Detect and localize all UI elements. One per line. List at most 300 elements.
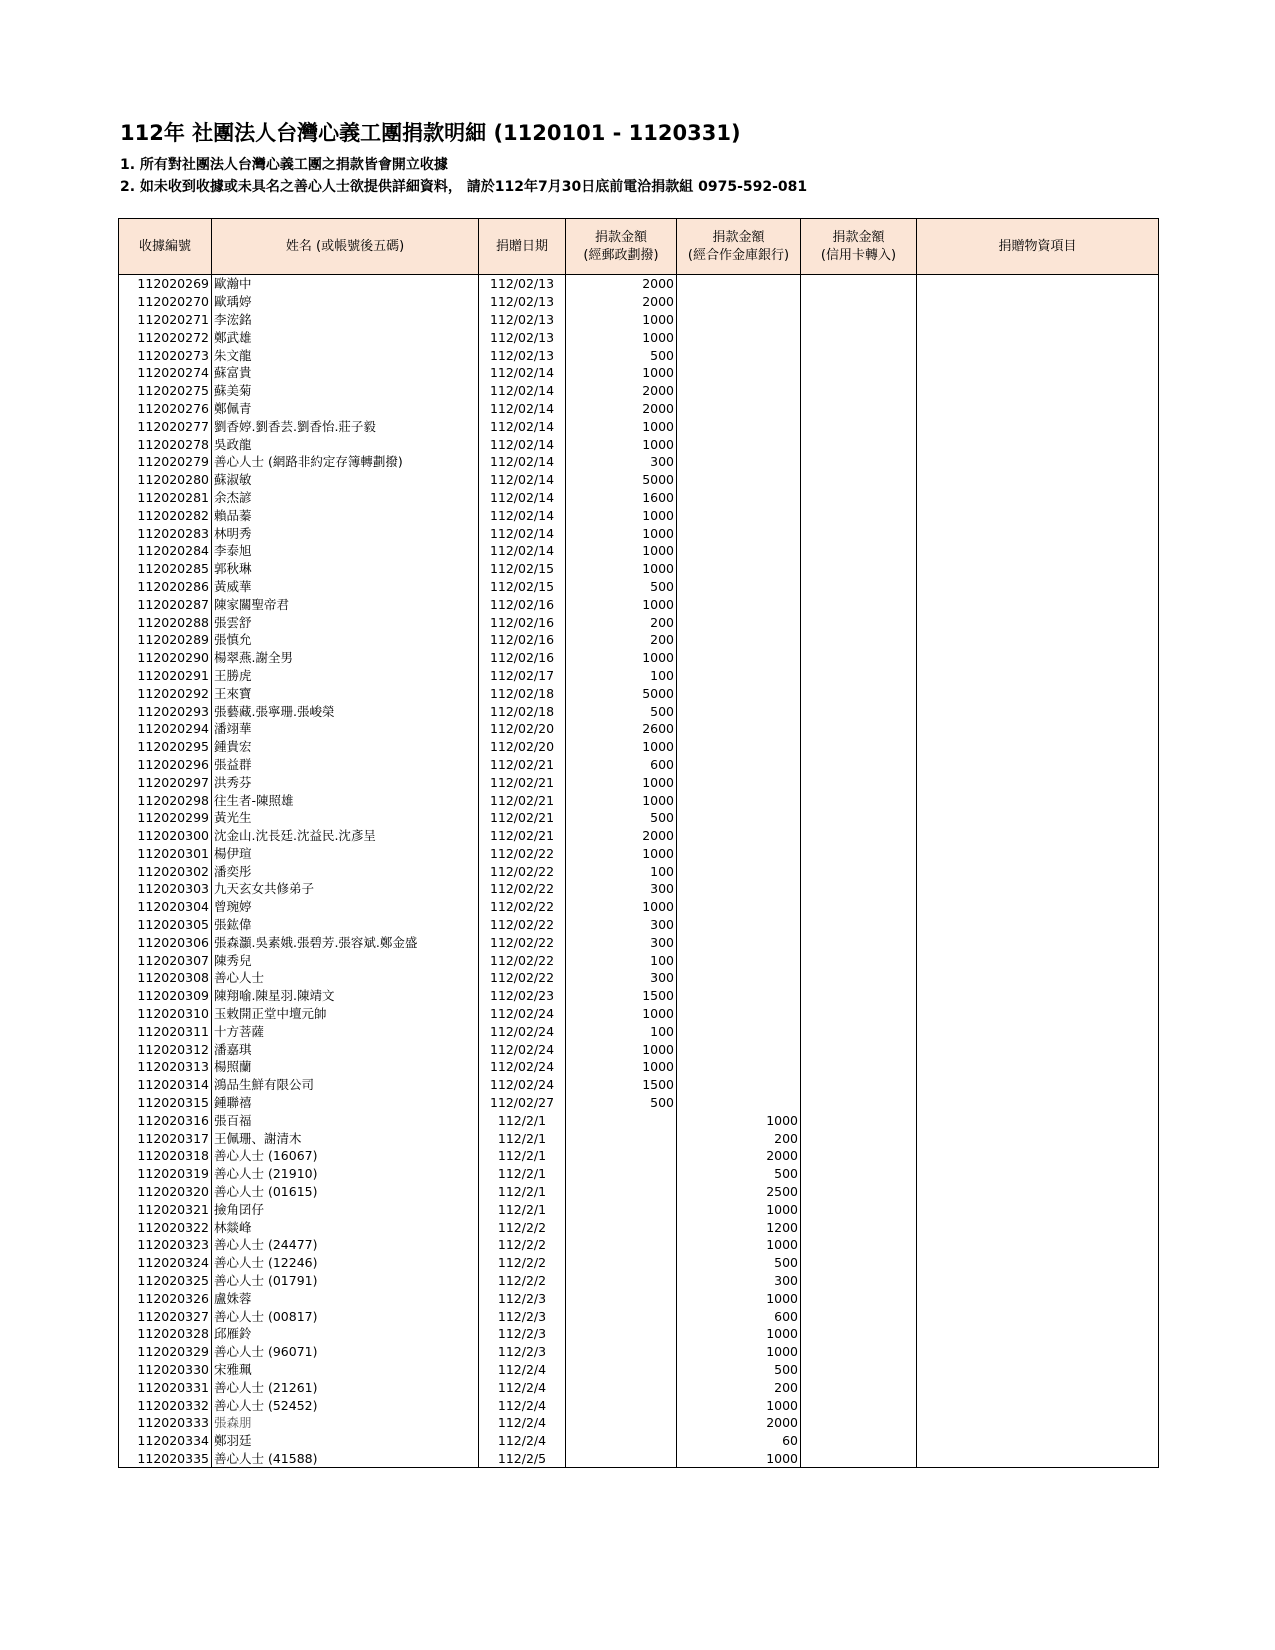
table-row — [119, 435, 1159, 453]
table-row — [119, 862, 1159, 880]
card-amount-cell — [801, 631, 917, 649]
card-amount-cell — [801, 1022, 917, 1040]
postal-amount-cell: 5000 — [566, 684, 677, 702]
card-amount-cell — [801, 1414, 917, 1432]
receipt-no-cell: 112020327 — [119, 1307, 212, 1325]
bank-amount-cell: 1000 — [677, 1325, 801, 1343]
donor-name-cell: 曾琬婷 — [212, 898, 479, 916]
table-body — [119, 275, 1159, 1468]
donor-name-cell: 歐瑀婷 — [212, 293, 479, 311]
postal-amount-cell: 500 — [566, 1094, 677, 1112]
donation-date-cell: 112/2/2 — [479, 1254, 566, 1272]
postal-amount-cell: 500 — [566, 578, 677, 596]
goods-cell — [917, 1094, 1159, 1112]
table-row — [119, 684, 1159, 702]
table-row — [119, 898, 1159, 916]
card-amount-cell — [801, 311, 917, 329]
card-amount-cell — [801, 862, 917, 880]
bank-amount-cell — [677, 684, 801, 702]
postal-amount-cell — [566, 1325, 677, 1343]
donor-name-cell: 張鈜偉 — [212, 916, 479, 934]
bank-amount-cell — [677, 346, 801, 364]
bank-amount-cell — [677, 1058, 801, 1076]
card-amount-cell — [801, 613, 917, 631]
postal-amount-cell: 100 — [566, 862, 677, 880]
donation-date-cell: 112/02/24 — [479, 1076, 566, 1094]
receipt-no-cell: 112020282 — [119, 506, 212, 524]
table-row — [119, 471, 1159, 489]
card-amount-cell — [801, 346, 917, 364]
header-bank-amount: 捐款金額 (經合作金庫銀行) — [677, 219, 801, 275]
postal-amount-cell — [566, 1200, 677, 1218]
donor-name-cell: 吳政龍 — [212, 435, 479, 453]
bank-amount-cell — [677, 1076, 801, 1094]
postal-amount-cell: 1000 — [566, 1040, 677, 1058]
donation-date-cell: 112/2/1 — [479, 1111, 566, 1129]
goods-cell — [917, 827, 1159, 845]
receipt-no-cell: 112020329 — [119, 1343, 212, 1361]
goods-cell — [917, 862, 1159, 880]
card-amount-cell — [801, 1325, 917, 1343]
bank-amount-cell — [677, 1040, 801, 1058]
bank-amount-cell: 2000 — [677, 1414, 801, 1432]
donation-date-cell: 112/2/4 — [479, 1396, 566, 1414]
table-row — [119, 1361, 1159, 1379]
bank-amount-cell — [677, 417, 801, 435]
table-row — [119, 827, 1159, 845]
donor-name-cell: 鄭羽廷 — [212, 1432, 479, 1450]
receipt-no-cell: 112020315 — [119, 1094, 212, 1112]
donor-name-cell: 余杰諺 — [212, 489, 479, 507]
donor-name-cell: 張森灝.吳素娥.張碧芳.張容斌.鄭金盛 — [212, 933, 479, 951]
card-amount-cell — [801, 382, 917, 400]
donation-date-cell: 112/02/15 — [479, 578, 566, 596]
goods-cell — [917, 382, 1159, 400]
card-amount-cell — [801, 1450, 917, 1468]
goods-cell — [917, 649, 1159, 667]
card-amount-cell — [801, 756, 917, 774]
donor-name-cell: 蘇淑敏 — [212, 471, 479, 489]
goods-cell — [917, 1414, 1159, 1432]
donor-name-cell: 林明秀 — [212, 524, 479, 542]
card-amount-cell — [801, 1058, 917, 1076]
table-row — [119, 1432, 1159, 1450]
table-row — [119, 667, 1159, 685]
postal-amount-cell: 2000 — [566, 827, 677, 845]
donation-date-cell: 112/02/22 — [479, 862, 566, 880]
bank-amount-cell — [677, 1022, 801, 1040]
bank-amount-cell — [677, 435, 801, 453]
goods-cell — [917, 542, 1159, 560]
donation-date-cell: 112/2/3 — [479, 1325, 566, 1343]
card-amount-cell — [801, 720, 917, 738]
donation-date-cell: 112/02/14 — [479, 489, 566, 507]
table-row — [119, 275, 1159, 293]
postal-amount-cell: 300 — [566, 916, 677, 934]
postal-amount-cell: 100 — [566, 667, 677, 685]
goods-cell — [917, 951, 1159, 969]
goods-cell — [917, 364, 1159, 382]
receipt-no-cell: 112020279 — [119, 453, 212, 471]
receipt-no-cell: 112020326 — [119, 1289, 212, 1307]
donation-date-cell: 112/2/4 — [479, 1414, 566, 1432]
bank-amount-cell: 2500 — [677, 1183, 801, 1201]
donation-date-cell: 112/02/22 — [479, 845, 566, 863]
table-row — [119, 756, 1159, 774]
card-amount-cell — [801, 453, 917, 471]
postal-amount-cell: 1000 — [566, 506, 677, 524]
donation-date-cell: 112/02/16 — [479, 631, 566, 649]
postal-amount-cell: 500 — [566, 346, 677, 364]
donation-date-cell: 112/02/15 — [479, 560, 566, 578]
postal-amount-cell — [566, 1236, 677, 1254]
bank-amount-cell — [677, 293, 801, 311]
table-row — [119, 542, 1159, 560]
postal-amount-cell: 300 — [566, 933, 677, 951]
card-amount-cell — [801, 951, 917, 969]
postal-amount-cell: 100 — [566, 1022, 677, 1040]
postal-amount-cell: 1500 — [566, 1076, 677, 1094]
card-amount-cell — [801, 702, 917, 720]
postal-amount-cell — [566, 1165, 677, 1183]
donor-name-cell: 楊伊瑄 — [212, 845, 479, 863]
donation-date-cell: 112/2/4 — [479, 1378, 566, 1396]
goods-cell — [917, 702, 1159, 720]
donor-name-cell: 劉香婷.劉香芸.劉香怡.莊子毅 — [212, 417, 479, 435]
donor-name-cell: 善心人士 (01615) — [212, 1183, 479, 1201]
receipt-no-cell: 112020335 — [119, 1450, 212, 1468]
donor-name-cell: 盧姝蓉 — [212, 1289, 479, 1307]
donor-name-cell: 鍾聯禧 — [212, 1094, 479, 1112]
table-row — [119, 1289, 1159, 1307]
table-row — [119, 1040, 1159, 1058]
goods-cell — [917, 845, 1159, 863]
receipt-no-cell: 112020333 — [119, 1414, 212, 1432]
receipt-no-cell: 112020317 — [119, 1129, 212, 1147]
postal-amount-cell: 100 — [566, 951, 677, 969]
card-amount-cell — [801, 933, 917, 951]
bank-amount-cell — [677, 916, 801, 934]
donor-name-cell: 潘翊華 — [212, 720, 479, 738]
donor-name-cell: 邱雁鈴 — [212, 1325, 479, 1343]
goods-cell — [917, 1005, 1159, 1023]
goods-cell — [917, 1325, 1159, 1343]
table-row — [119, 578, 1159, 596]
donation-date-cell: 112/02/14 — [479, 364, 566, 382]
bank-amount-cell — [677, 791, 801, 809]
card-amount-cell — [801, 578, 917, 596]
receipt-no-cell: 112020307 — [119, 951, 212, 969]
table-row — [119, 969, 1159, 987]
donation-date-cell: 112/02/22 — [479, 933, 566, 951]
postal-amount-cell: 1000 — [566, 1058, 677, 1076]
postal-amount-cell: 2000 — [566, 293, 677, 311]
bank-amount-cell — [677, 933, 801, 951]
bank-amount-cell: 1000 — [677, 1450, 801, 1468]
postal-amount-cell — [566, 1432, 677, 1450]
header-postal-amount: 捐款金額 (經郵政劃撥) — [566, 219, 677, 275]
bank-amount-cell: 600 — [677, 1307, 801, 1325]
postal-amount-cell — [566, 1343, 677, 1361]
goods-cell — [917, 720, 1159, 738]
goods-cell — [917, 613, 1159, 631]
card-amount-cell — [801, 328, 917, 346]
table-row — [119, 951, 1159, 969]
postal-amount-cell — [566, 1378, 677, 1396]
receipt-no-cell: 112020312 — [119, 1040, 212, 1058]
receipt-no-cell: 112020294 — [119, 720, 212, 738]
card-amount-cell — [801, 400, 917, 418]
postal-amount-cell: 1000 — [566, 435, 677, 453]
receipt-no-cell: 112020321 — [119, 1200, 212, 1218]
bank-amount-cell — [677, 400, 801, 418]
goods-cell — [917, 1236, 1159, 1254]
goods-cell — [917, 506, 1159, 524]
donor-name-cell: 李泰旭 — [212, 542, 479, 560]
donation-date-cell: 112/2/3 — [479, 1307, 566, 1325]
goods-cell — [917, 809, 1159, 827]
postal-amount-cell: 600 — [566, 756, 677, 774]
postal-amount-cell: 1000 — [566, 524, 677, 542]
receipt-no-cell: 112020284 — [119, 542, 212, 560]
table-row — [119, 1272, 1159, 1290]
card-amount-cell — [801, 1307, 917, 1325]
card-amount-cell — [801, 1396, 917, 1414]
donor-name-cell: 黃光生 — [212, 809, 479, 827]
goods-cell — [917, 1200, 1159, 1218]
card-amount-cell — [801, 435, 917, 453]
card-amount-cell — [801, 916, 917, 934]
goods-cell — [917, 916, 1159, 934]
donor-name-cell: 賴品蓁 — [212, 506, 479, 524]
receipt-no-cell: 112020295 — [119, 738, 212, 756]
header-goods: 捐贈物資項目 — [917, 219, 1159, 275]
postal-amount-cell: 1000 — [566, 1005, 677, 1023]
donor-name-cell: 楊翠燕.謝全男 — [212, 649, 479, 667]
postal-amount-cell: 1000 — [566, 791, 677, 809]
donation-date-cell: 112/2/1 — [479, 1200, 566, 1218]
donation-date-cell: 112/02/24 — [479, 1022, 566, 1040]
donation-date-cell: 112/02/16 — [479, 649, 566, 667]
donor-name-cell: 撿角囝仔 — [212, 1200, 479, 1218]
goods-cell — [917, 1272, 1159, 1290]
receipt-no-cell: 112020283 — [119, 524, 212, 542]
bank-amount-cell — [677, 773, 801, 791]
donor-name-cell: 張雲舒 — [212, 613, 479, 631]
table-row — [119, 382, 1159, 400]
receipt-no-cell: 112020325 — [119, 1272, 212, 1290]
donation-date-cell: 112/02/22 — [479, 951, 566, 969]
card-amount-cell — [801, 898, 917, 916]
receipt-no-cell: 112020310 — [119, 1005, 212, 1023]
goods-cell — [917, 684, 1159, 702]
receipt-no-cell: 112020290 — [119, 649, 212, 667]
card-amount-cell — [801, 1040, 917, 1058]
donor-name-cell: 潘奕彤 — [212, 862, 479, 880]
donor-name-cell: 蘇富貴 — [212, 364, 479, 382]
table-row — [119, 293, 1159, 311]
donation-date-cell: 112/02/13 — [479, 311, 566, 329]
goods-cell — [917, 489, 1159, 507]
bank-amount-cell — [677, 328, 801, 346]
donor-name-cell: 張慎允 — [212, 631, 479, 649]
donation-date-cell: 112/02/14 — [479, 524, 566, 542]
donation-date-cell: 112/2/1 — [479, 1129, 566, 1147]
card-amount-cell — [801, 417, 917, 435]
receipt-no-cell: 112020286 — [119, 578, 212, 596]
bank-amount-cell — [677, 524, 801, 542]
receipt-no-cell: 112020330 — [119, 1361, 212, 1379]
bank-amount-cell — [677, 595, 801, 613]
card-amount-cell — [801, 969, 917, 987]
card-amount-cell — [801, 471, 917, 489]
bank-amount-cell: 500 — [677, 1165, 801, 1183]
bank-amount-cell — [677, 578, 801, 596]
goods-cell — [917, 293, 1159, 311]
goods-cell — [917, 1254, 1159, 1272]
goods-cell — [917, 328, 1159, 346]
goods-cell — [917, 1058, 1159, 1076]
table-row — [119, 933, 1159, 951]
table-row — [119, 1183, 1159, 1201]
receipt-no-cell: 112020273 — [119, 346, 212, 364]
donor-name-cell: 十方菩薩 — [212, 1022, 479, 1040]
bank-amount-cell — [677, 667, 801, 685]
receipt-no-cell: 112020301 — [119, 845, 212, 863]
postal-amount-cell: 300 — [566, 880, 677, 898]
receipt-no-cell: 112020334 — [119, 1432, 212, 1450]
receipt-no-cell: 112020280 — [119, 471, 212, 489]
header-receipt-no: 收據編號 — [119, 219, 212, 275]
bank-amount-cell — [677, 631, 801, 649]
postal-amount-cell: 300 — [566, 453, 677, 471]
card-amount-cell — [801, 827, 917, 845]
receipt-no-cell: 112020331 — [119, 1378, 212, 1396]
receipt-no-cell: 112020299 — [119, 809, 212, 827]
goods-cell — [917, 346, 1159, 364]
donor-name-cell: 潘嘉琪 — [212, 1040, 479, 1058]
table-row — [119, 1058, 1159, 1076]
donor-name-cell: 善心人士 (52452) — [212, 1396, 479, 1414]
receipt-no-cell: 112020287 — [119, 595, 212, 613]
bank-amount-cell — [677, 862, 801, 880]
postal-amount-cell — [566, 1218, 677, 1236]
postal-amount-cell — [566, 1450, 677, 1468]
receipt-no-cell: 112020308 — [119, 969, 212, 987]
goods-cell — [917, 1307, 1159, 1325]
bank-amount-cell — [677, 702, 801, 720]
donor-name-cell: 楊照蘭 — [212, 1058, 479, 1076]
donation-date-cell: 112/02/14 — [479, 382, 566, 400]
card-amount-cell — [801, 1111, 917, 1129]
receipt-no-cell: 112020271 — [119, 311, 212, 329]
goods-cell — [917, 311, 1159, 329]
postal-amount-cell — [566, 1111, 677, 1129]
table-row — [119, 1094, 1159, 1112]
postal-amount-cell — [566, 1414, 677, 1432]
bank-amount-cell — [677, 489, 801, 507]
donor-name-cell: 鄭武雄 — [212, 328, 479, 346]
donation-date-cell: 112/2/1 — [479, 1147, 566, 1165]
postal-amount-cell: 1000 — [566, 328, 677, 346]
donation-date-cell: 112/02/21 — [479, 773, 566, 791]
receipt-no-cell: 112020306 — [119, 933, 212, 951]
goods-cell — [917, 880, 1159, 898]
donor-name-cell: 善心人士 (96071) — [212, 1343, 479, 1361]
donation-date-cell: 112/02/21 — [479, 827, 566, 845]
goods-cell — [917, 898, 1159, 916]
table-row — [119, 364, 1159, 382]
receipt-no-cell: 112020297 — [119, 773, 212, 791]
donation-date-cell: 112/02/14 — [479, 417, 566, 435]
goods-cell — [917, 1022, 1159, 1040]
bank-amount-cell: 500 — [677, 1254, 801, 1272]
donor-name-cell: 善心人士 — [212, 969, 479, 987]
donor-name-cell: 王佩珊、謝清木 — [212, 1129, 479, 1147]
postal-amount-cell: 1000 — [566, 738, 677, 756]
header-name: 姓名 (或帳號後五碼) — [212, 219, 479, 275]
bank-amount-cell — [677, 969, 801, 987]
bank-amount-cell — [677, 275, 801, 293]
donation-date-cell: 112/02/14 — [479, 453, 566, 471]
table-row — [119, 791, 1159, 809]
receipt-no-cell: 112020278 — [119, 435, 212, 453]
goods-cell — [917, 667, 1159, 685]
bank-amount-cell: 1000 — [677, 1289, 801, 1307]
table-row — [119, 1236, 1159, 1254]
goods-cell — [917, 1129, 1159, 1147]
goods-cell — [917, 400, 1159, 418]
donation-date-cell: 112/02/18 — [479, 702, 566, 720]
postal-amount-cell: 1000 — [566, 417, 677, 435]
postal-amount-cell: 2000 — [566, 382, 677, 400]
receipt-no-cell: 112020275 — [119, 382, 212, 400]
card-amount-cell — [801, 1254, 917, 1272]
table-row — [119, 346, 1159, 364]
bank-amount-cell: 1000 — [677, 1236, 801, 1254]
donation-date-cell: 112/02/13 — [479, 346, 566, 364]
bank-amount-cell: 200 — [677, 1129, 801, 1147]
table-row — [119, 400, 1159, 418]
bank-amount-cell — [677, 506, 801, 524]
card-amount-cell — [801, 667, 917, 685]
bank-amount-cell: 2000 — [677, 1147, 801, 1165]
donation-date-cell: 112/02/27 — [479, 1094, 566, 1112]
donor-name-cell: 張益群 — [212, 756, 479, 774]
table-row — [119, 311, 1159, 329]
card-amount-cell — [801, 1094, 917, 1112]
goods-cell — [917, 791, 1159, 809]
card-amount-cell — [801, 1432, 917, 1450]
table-row — [119, 1307, 1159, 1325]
goods-cell — [917, 756, 1159, 774]
receipt-no-cell: 112020293 — [119, 702, 212, 720]
donation-date-cell: 112/02/14 — [479, 471, 566, 489]
donor-name-cell: 陳家關聖帝君 — [212, 595, 479, 613]
goods-cell — [917, 1432, 1159, 1450]
receipt-no-cell: 112020276 — [119, 400, 212, 418]
table-row — [119, 1218, 1159, 1236]
bank-amount-cell — [677, 542, 801, 560]
receipt-no-cell: 112020316 — [119, 1111, 212, 1129]
postal-amount-cell: 1000 — [566, 311, 677, 329]
donation-date-cell: 112/2/2 — [479, 1272, 566, 1290]
receipt-no-cell: 112020281 — [119, 489, 212, 507]
goods-cell — [917, 1147, 1159, 1165]
postal-amount-cell: 1000 — [566, 560, 677, 578]
postal-amount-cell: 200 — [566, 631, 677, 649]
table-row — [119, 1147, 1159, 1165]
